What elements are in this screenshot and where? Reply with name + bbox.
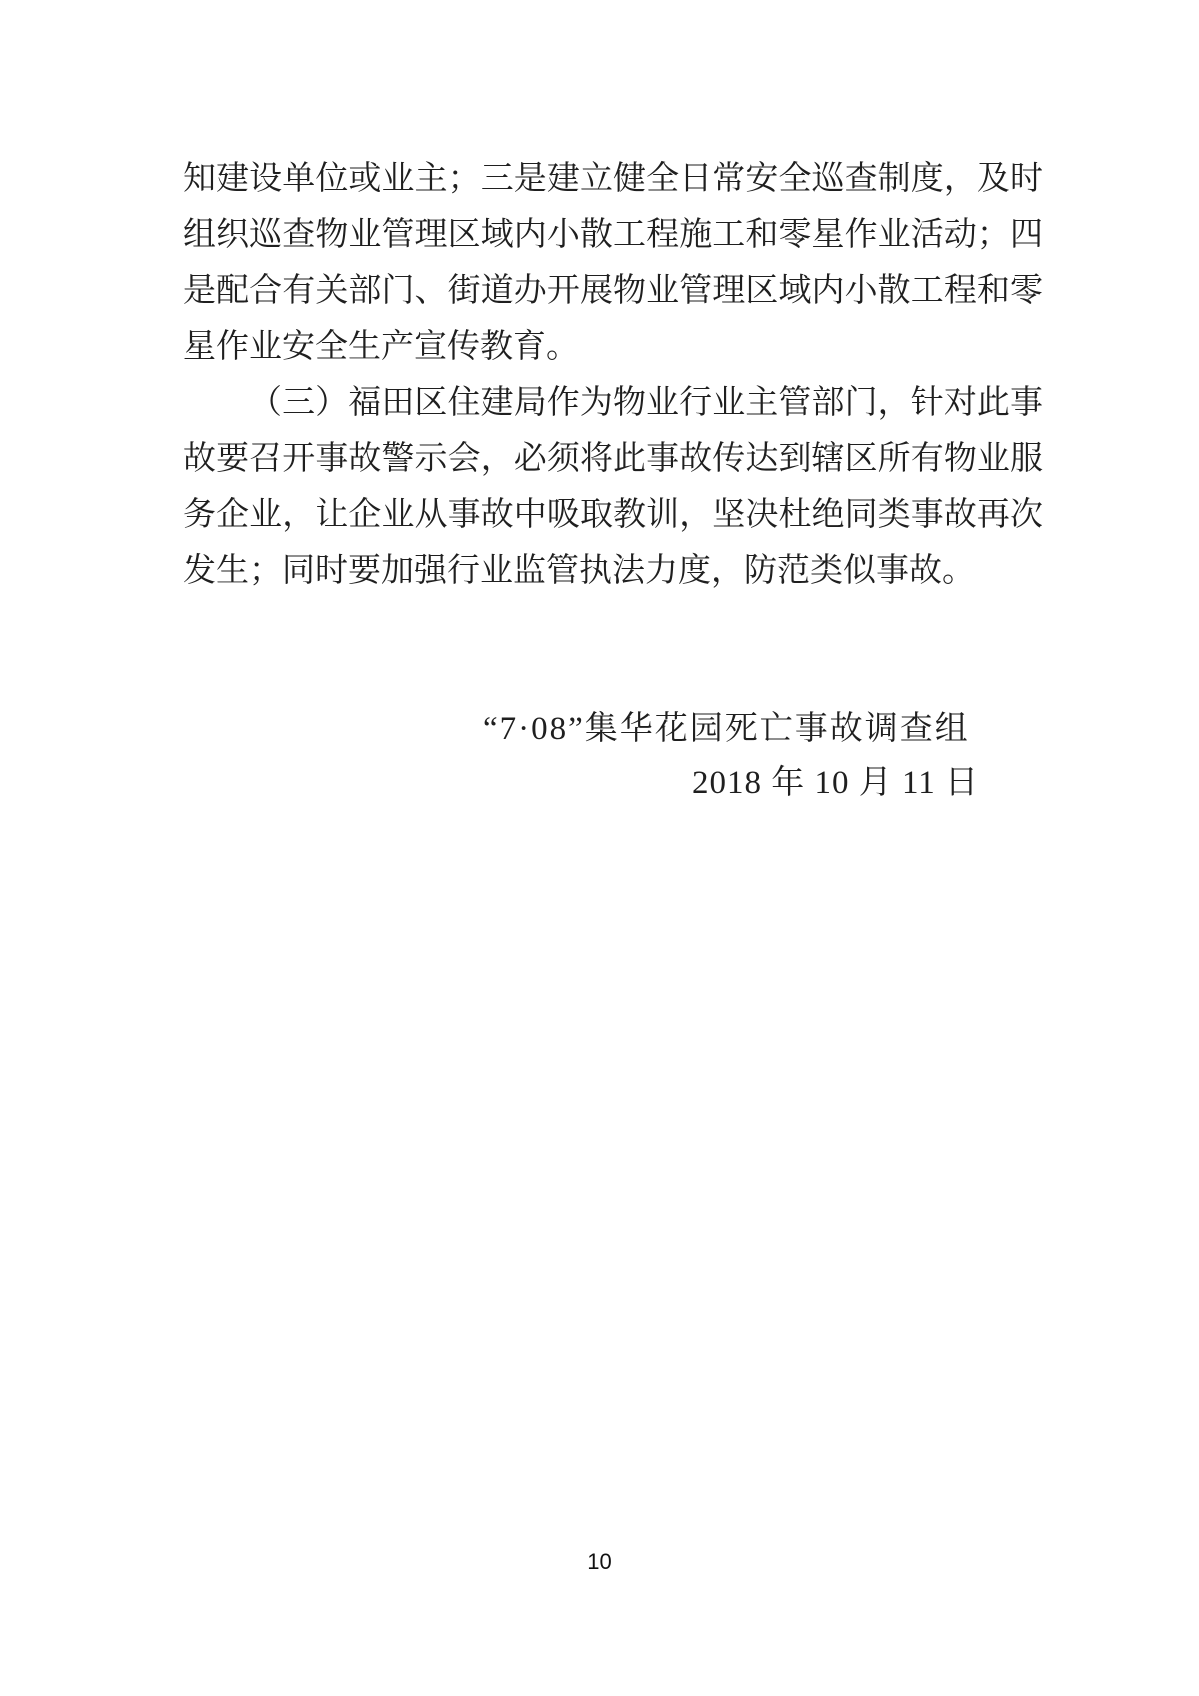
body-line-5: （三）福田区住建局作为物业行业主管部门，针对此事 xyxy=(249,385,1043,421)
body-line-3: 是配合有关部门、街道办开展物业管理区域内小散工程和零 xyxy=(183,273,1043,309)
body-text xyxy=(183,151,1043,599)
body-line-7: 务企业，让企业从事故中吸取教训，坚决杜绝同类事故再次 xyxy=(183,497,1043,533)
signature-date: 2018 年 10 月 11 日 xyxy=(692,765,980,801)
body-line-1: 知建设单位或业主；三是建立健全日常安全巡查制度，及时 xyxy=(183,161,1043,197)
body-line-4: 星作业安全生产宣传教育。 xyxy=(183,329,579,365)
body-line-6: 故要召开事故警示会，必须将此事故传达到辖区所有物业服 xyxy=(183,441,1043,477)
signature-org: “7·08”集华花园死亡事故调查组 xyxy=(483,711,970,747)
page-number: 10 xyxy=(587,1549,612,1574)
body-line-8: 发生；同时要加强行业监管执法力度，防范类似事故。 xyxy=(183,553,975,589)
body-line-2: 组织巡查物业管理区域内小散工程施工和零星作业活动；四 xyxy=(183,217,1043,253)
